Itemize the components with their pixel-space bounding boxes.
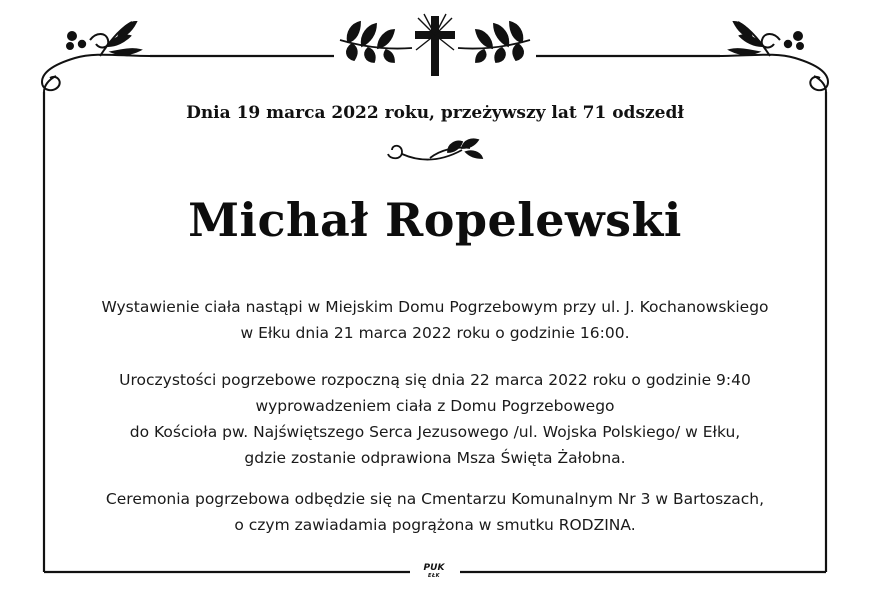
corner-flourish-icon	[720, 22, 828, 92]
ceremony-paragraph	[40, 367, 830, 471]
text-line: o czym zawiadamia pogrążona w smutku RODZINA.	[234, 516, 636, 534]
funeral-home-logo	[416, 564, 452, 580]
burial-paragraph	[40, 486, 830, 538]
text-line: w Ełku dnia 21 marca 2022 roku o godzinie 16:00.	[240, 324, 630, 342]
death-date-intro: Dnia 19 marca 2022 roku, przeżywszy lat 71 odszedł	[186, 103, 684, 123]
text-line: do Kościoła pw. Najświętszego Serca Jezusowego /ul. Wojska Polskiego/ w Ełku,	[129, 423, 741, 441]
logo-line-2: EŁK	[427, 573, 441, 579]
text-line: gdzie zostanie odprawiona Msza Święta Żałobna.	[244, 449, 626, 467]
text-line: Ceremonia pogrzebowa odbędzie się na Cmentarzu Komunalnym Nr 3 w Bartoszach,	[105, 490, 765, 508]
cross-icon	[415, 14, 455, 76]
text-line: Uroczystości pogrzebowe rozpoczną się dnia 22 marca 2022 roku o godzinie 9:40	[119, 371, 751, 389]
text-line: wyprowadzeniem ciała z Domu Pogrzebowego	[255, 397, 615, 415]
laurel-left-icon	[340, 22, 412, 62]
deceased-name: Michał Ropelewski	[188, 193, 682, 247]
divider-flourish-icon	[388, 139, 482, 159]
laurel-right-icon	[458, 22, 530, 62]
viewing-paragraph	[40, 294, 830, 346]
text-line: Wystawienie ciała nastąpi w Miejskim Domu Pogrzebowym przy ul. J. Kochanowskiego	[101, 298, 769, 316]
corner-flourish-icon	[42, 22, 150, 92]
logo-line-1: PUK	[423, 563, 445, 573]
